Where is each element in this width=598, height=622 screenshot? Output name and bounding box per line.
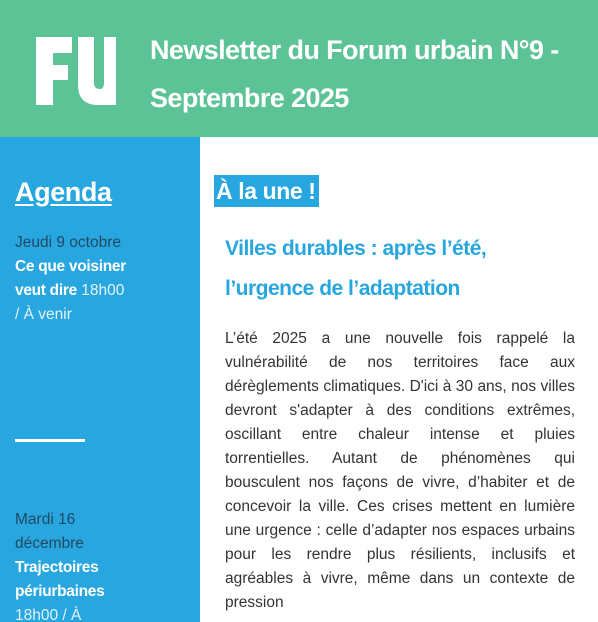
fu-logo-icon[interactable] [36, 33, 116, 105]
event-date: Jeudi 9 octobre [15, 234, 121, 251]
newsletter-title: Newsletter du Forum urbain N°9 - Septembre 2025 [150, 35, 559, 113]
event-time: 18h00 / À [15, 607, 82, 622]
article-body: L’été 2025 a une nouvelle fois rappelé la vulnérabilité de nos territoires face aux dérèglements climatiques. D'ici à 30 ans, nos villes devront s'adapter à des conditions extrêmes, oscillant entre chaleur intense et pluies torrentielles. Autant de phénomènes qui bousculent nos façons de vivre, d’habiter et de concevoir la ville. Ces crises mettent en lumière une urgence : celle d’adapter nos espaces urbains pour les rendre plus résilients, inclusifs et agréables à vivre, même dans un contexte de pression [225, 330, 575, 611]
article-title-link[interactable]: Villes durables : après l’été, l’urgence de l’adaptation [225, 237, 487, 300]
agenda-sidebar [0, 137, 200, 622]
event-name-link[interactable]: Ce que voisiner veut dire [15, 258, 126, 299]
event-name-link[interactable]: Trajectoires périurbaines [15, 559, 105, 600]
agenda-event [15, 231, 127, 327]
event-time: 18h00 / À venir [15, 282, 125, 323]
agenda-event [15, 508, 127, 622]
event-date: Mardi 16 décembre [15, 511, 84, 552]
main-content [200, 137, 598, 622]
newsletter-header [0, 0, 598, 137]
agenda-separator [15, 439, 85, 442]
section-label: À la une ! [214, 175, 319, 207]
agenda-title-link[interactable]: Agenda [15, 177, 112, 207]
